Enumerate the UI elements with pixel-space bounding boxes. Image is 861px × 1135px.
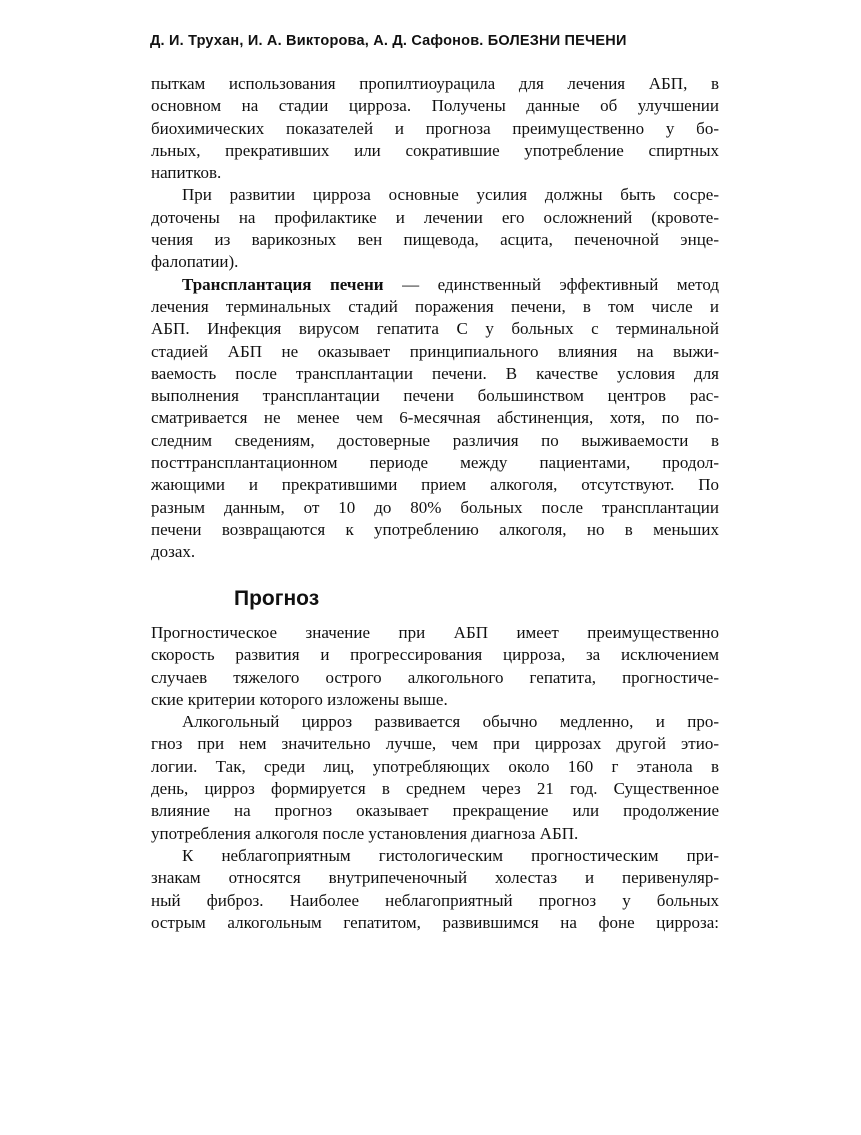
text-line: напитков. (151, 163, 222, 183)
text-line: лечения терминальных стадий поражения печени, в том числе и (151, 296, 719, 316)
text-line: стадией АБП не оказывает принципиального влияния на выжи- (151, 341, 719, 361)
text-line: АБП. Инфекция вирусом гепатита С у больных с терминальной (151, 319, 719, 339)
text-line: влияние на прогноз оказывает прекращение или продолжение (151, 801, 719, 821)
text-line: следним сведениям, достоверные различия по выживаемости в (151, 430, 719, 450)
text-line: основном на стадии цирроза. Получены данные об улучшении (151, 96, 719, 116)
text-line: Прогностическое значение при АБП имеет преимущественно (151, 623, 719, 642)
text-line: острым алкогольным гепатитом, развившимся на фоне цирроза: (151, 912, 719, 932)
text-line (151, 274, 719, 296)
paragraph (151, 184, 719, 273)
text-block-prognosis (151, 622, 719, 934)
text-line: сматривается не менее чем 6-месячная абстиненция, хотя, по по- (151, 408, 719, 428)
text-line: ваемость после трансплантации печени. В качестве условия для (151, 363, 719, 383)
text-line: биохимических показателей и прогноза преимущественно у бо- (151, 118, 719, 138)
text-line: доточены на профилактике и лечении его осложнений (кровоте- (151, 207, 719, 227)
paragraph (151, 622, 719, 711)
text-line: логии. Так, среди лиц, употребляющих около 160 г этанола в (151, 756, 719, 776)
text-line: ный фиброз. Наиболее неблагоприятный прогноз у больных (151, 890, 719, 910)
text-line: печени возвращаются к употреблению алкоголя, но в меньших (151, 519, 719, 539)
text-line: фалопатии). (151, 252, 239, 272)
text-line: день, цирроз формируется в среднем через 21 год. Существенное (151, 779, 719, 799)
text-line: ские критерии которого изложены выше. (151, 689, 448, 709)
paragraph (151, 73, 719, 184)
text-run: — единственный эффективный метод (383, 274, 719, 294)
text-line: Алкогольный цирроз развивается обычно медленно, и про- (182, 712, 719, 732)
bold-term: Трансплантация печени (182, 274, 384, 294)
text-line: льных, прекративших или сократившие употребление спиртных (151, 140, 719, 160)
text-line: случаев тяжелого острого алкогольного гепатита, прогностиче- (151, 667, 719, 687)
text-line: разным данным, от 10 до 80% больных после трансплантации (151, 497, 719, 517)
running-head: Д. И. Трухан, И. А. Викторова, А. Д. Сафонов. БОЛЕЗНИ ПЕЧЕНИ (150, 33, 627, 49)
text-line: гноз при нем значительно лучше, чем при циррозах другой этио- (151, 734, 719, 754)
text-line: употребления алкоголя после установления диагноза АБП. (151, 823, 579, 843)
text-line: выполнения трансплантации печени большинством центров рас- (151, 386, 719, 406)
text-line: посттрансплантационном периоде между пациентами, продол- (151, 453, 719, 473)
text-line: знакам относятся внутрипеченочный холестаз и перивенуляр- (151, 868, 719, 888)
text-line: пыткам использования пропилтиоурацила для лечения АБП, в (151, 74, 719, 93)
text-line: дозах. (151, 542, 196, 562)
paragraph (151, 711, 719, 845)
section-title: Прогноз (234, 587, 320, 610)
text-line: К неблагоприятным гистологическим прогностическим при- (182, 845, 719, 865)
paragraph (151, 845, 719, 934)
text-line: При развитии цирроза основные усилия должны быть сосре- (182, 185, 719, 205)
paragraph (151, 274, 719, 564)
text-line: жающими и прекратившими прием алкоголя, отсутствуют. По (151, 475, 719, 495)
text-line: чения из варикозных вен пищевода, асцита, печеночной энце- (151, 230, 719, 250)
text-block-top (151, 73, 719, 564)
text-line: скорость развития и прогрессирования цирроза, за исключением (151, 645, 719, 665)
